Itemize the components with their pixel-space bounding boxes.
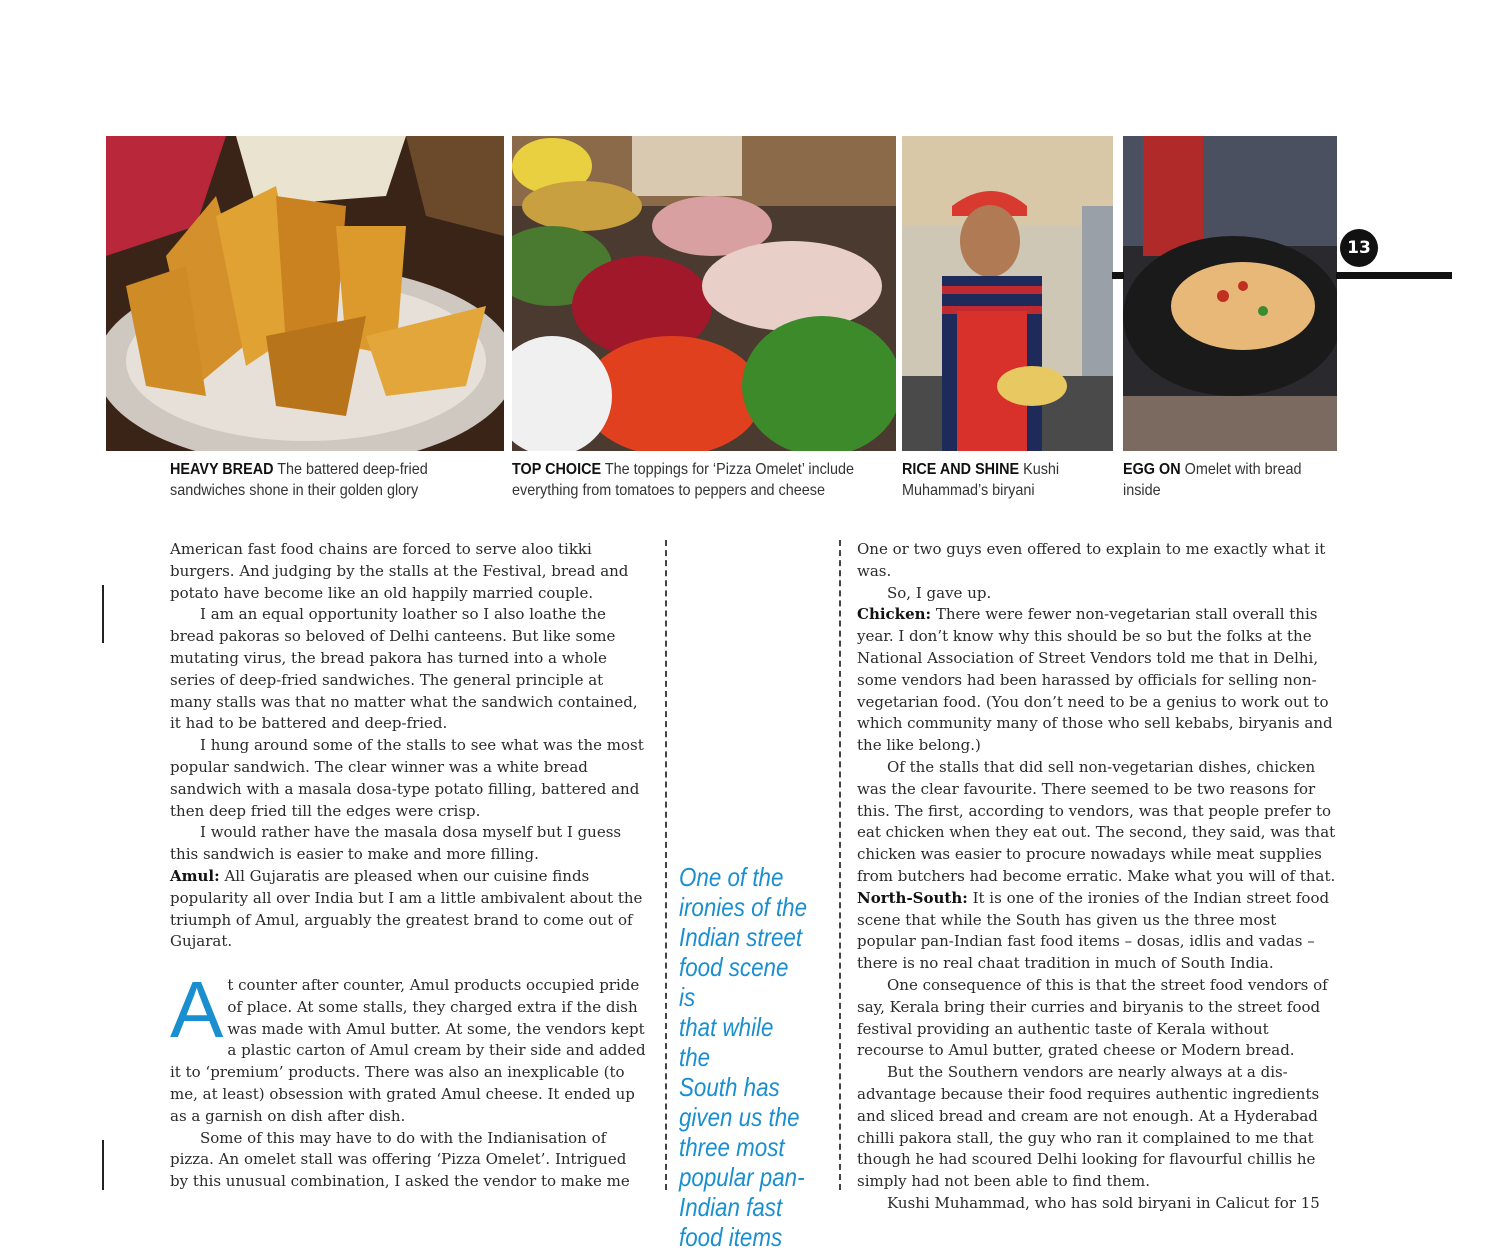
- paragraph: American fast food chains are forced to serve aloo tikki burgers. And judging by the stalls at the Festival, bread and potato have become like an old happily married couple.: [170, 540, 629, 602]
- photo-fried-sandwiches: [106, 136, 504, 451]
- page-rule-tick: [1112, 272, 1124, 279]
- paragraph-text: There were fewer non-vegetarian stall overall this year. I don’t know why this should be so but the folks at the National Association of Street Vendors told me that in Delhi, some vendors had been harassed by officials for selling non-vegetarian food. (You don’t need to be a genius to work out to which community many of those who sell kebabs, biryanis and the like belong.): [857, 605, 1333, 755]
- paragraph: But the Southern vendors are nearly always at a dis-advantage because their food requires authentic ingredients and sliced bread and cream are not enough. At a Hyderabad chilli pakora stall, the guy who ran it complained to me that though he had scoured Delhi looking for flavourful chillis he simply had not been able to find them.: [857, 1063, 1320, 1191]
- pull-quote: One of the ironies of the Indian street food scene is that while the South has given us the three most popular pan- Indian fast food items: [679, 862, 808, 1252]
- subhead-north-south: North-South:: [857, 888, 968, 907]
- margin-bar: [102, 585, 104, 643]
- subhead-chicken: Chicken:: [857, 605, 932, 624]
- photo-egg-omelet: [1123, 136, 1337, 451]
- caption-egg-on: [1123, 459, 1303, 501]
- paragraph: I would rather have the masala dosa myself but I guess this sandwich is easier to make and more filling.: [170, 823, 622, 864]
- column-divider-right: [839, 540, 841, 1190]
- paragraph: Kushi Muhammad, who has sold biryani in Calicut for 15: [887, 1193, 1320, 1212]
- paragraph-dropcap: [170, 964, 648, 1128]
- paragraph-text: All Gujaratis are pleased when our cuisine finds popularity all over India but I am a little ambivalent about the triumph of Amul, arguably the greatest brand to come out of Gujarat.: [170, 866, 643, 951]
- caption-rice-and-shine: [902, 459, 1100, 501]
- photo-pizza-omelet-toppings: [512, 136, 896, 451]
- paragraph: I am an equal opportunity loather so I also loathe the bread pakoras so beloved of Delhi canteens. But like some mutating virus, the bread pakora has turned into a whole series of deep-fried sandwiches. The general principle at many stalls was that no matter what the sandwich contained, it had to be battered and deep-fried.: [170, 605, 638, 733]
- page-rule: [1336, 272, 1452, 279]
- paragraph: One consequence of this is that the street food vendors of say, Kerala bring their curries and biryanis to the street food festival providing an authentic taste of Kerala without recourse to Amul butter, grated cheese or Modern bread.: [857, 975, 1328, 1060]
- paragraph: I hung around some of the stalls to see what was the most popular sandwich. The clear winner was a white bread sandwich with a masala dosa-type potato filling, battered and then deep fried till the edges were crisp.: [170, 736, 644, 820]
- caption-top-choice: [512, 459, 890, 501]
- paragraph: So, I gave up.: [887, 583, 992, 602]
- page-number-badge: 13: [1340, 229, 1378, 267]
- paragraph-amul: [170, 866, 648, 953]
- caption-title: RICE AND SHINE: [902, 461, 1020, 478]
- paragraph-text: It is one of the ironies of the Indian street food scene that while the South has given us the three most popular pan-Indian fast food items – dosas, idlis and vadas – there is no real chaat tradition in much of South India.: [857, 888, 1330, 973]
- caption-title: EGG ON: [1123, 461, 1181, 478]
- article-column-right: [857, 539, 1337, 1215]
- caption-title: TOP CHOICE: [512, 461, 602, 478]
- subhead-amul: Amul:: [170, 866, 220, 885]
- caption-text: The battered deep-fried sandwiches shone in their golden glory: [170, 461, 428, 499]
- paragraph: One or two guys even offered to explain to me exactly what it was.: [857, 540, 1326, 580]
- paragraph-chicken: [857, 604, 1337, 757]
- paragraph-text: t counter after counter, Amul products occupied pride of place. At some stalls, they charged extra if the dish was made with Amul butter. At some, the vendors kept a plastic carton of Amul cream by their side and added it to ‘premium’ products. There was also an inexplicable (to me, at least) obsession with grated Amul cheese. It ended up as a garnish on dish after dish.: [170, 975, 646, 1125]
- caption-text: The toppings for ‘Pizza Omelet’ include everything from tomatoes to peppers and cheese: [512, 461, 855, 499]
- paragraph: Some of this may have to do with the Indianisation of pizza. An omelet stall was offering ‘Pizza Omelet’. Intrigued by this unusual combination, I asked the vendor to make me: [170, 1128, 630, 1191]
- caption-title: HEAVY BREAD: [170, 461, 274, 478]
- margin-bar: [102, 1140, 104, 1190]
- caption-text: Kushi Muhammad’s biryani: [902, 461, 1060, 499]
- caption-heavy-bread: [170, 459, 472, 501]
- column-divider-left: [665, 540, 667, 1190]
- paragraph: Of the stalls that did sell non-vegetarian dishes, chicken was the clear favourite. There seemed to be two reasons for this. The first, according to vendors, was that people prefer to eat chicken when they eat out. The second, they said, was that chicken was easier to procure nowadays while meat supplies from butchers had become erratic. Make what you will of that.: [857, 757, 1336, 885]
- photo-biryani-vendor: [902, 136, 1113, 451]
- drop-cap: A: [170, 964, 224, 1054]
- paragraph-north-south: [857, 888, 1337, 975]
- article-column-left: [170, 539, 648, 1193]
- caption-text: Omelet with bread inside: [1123, 461, 1302, 499]
